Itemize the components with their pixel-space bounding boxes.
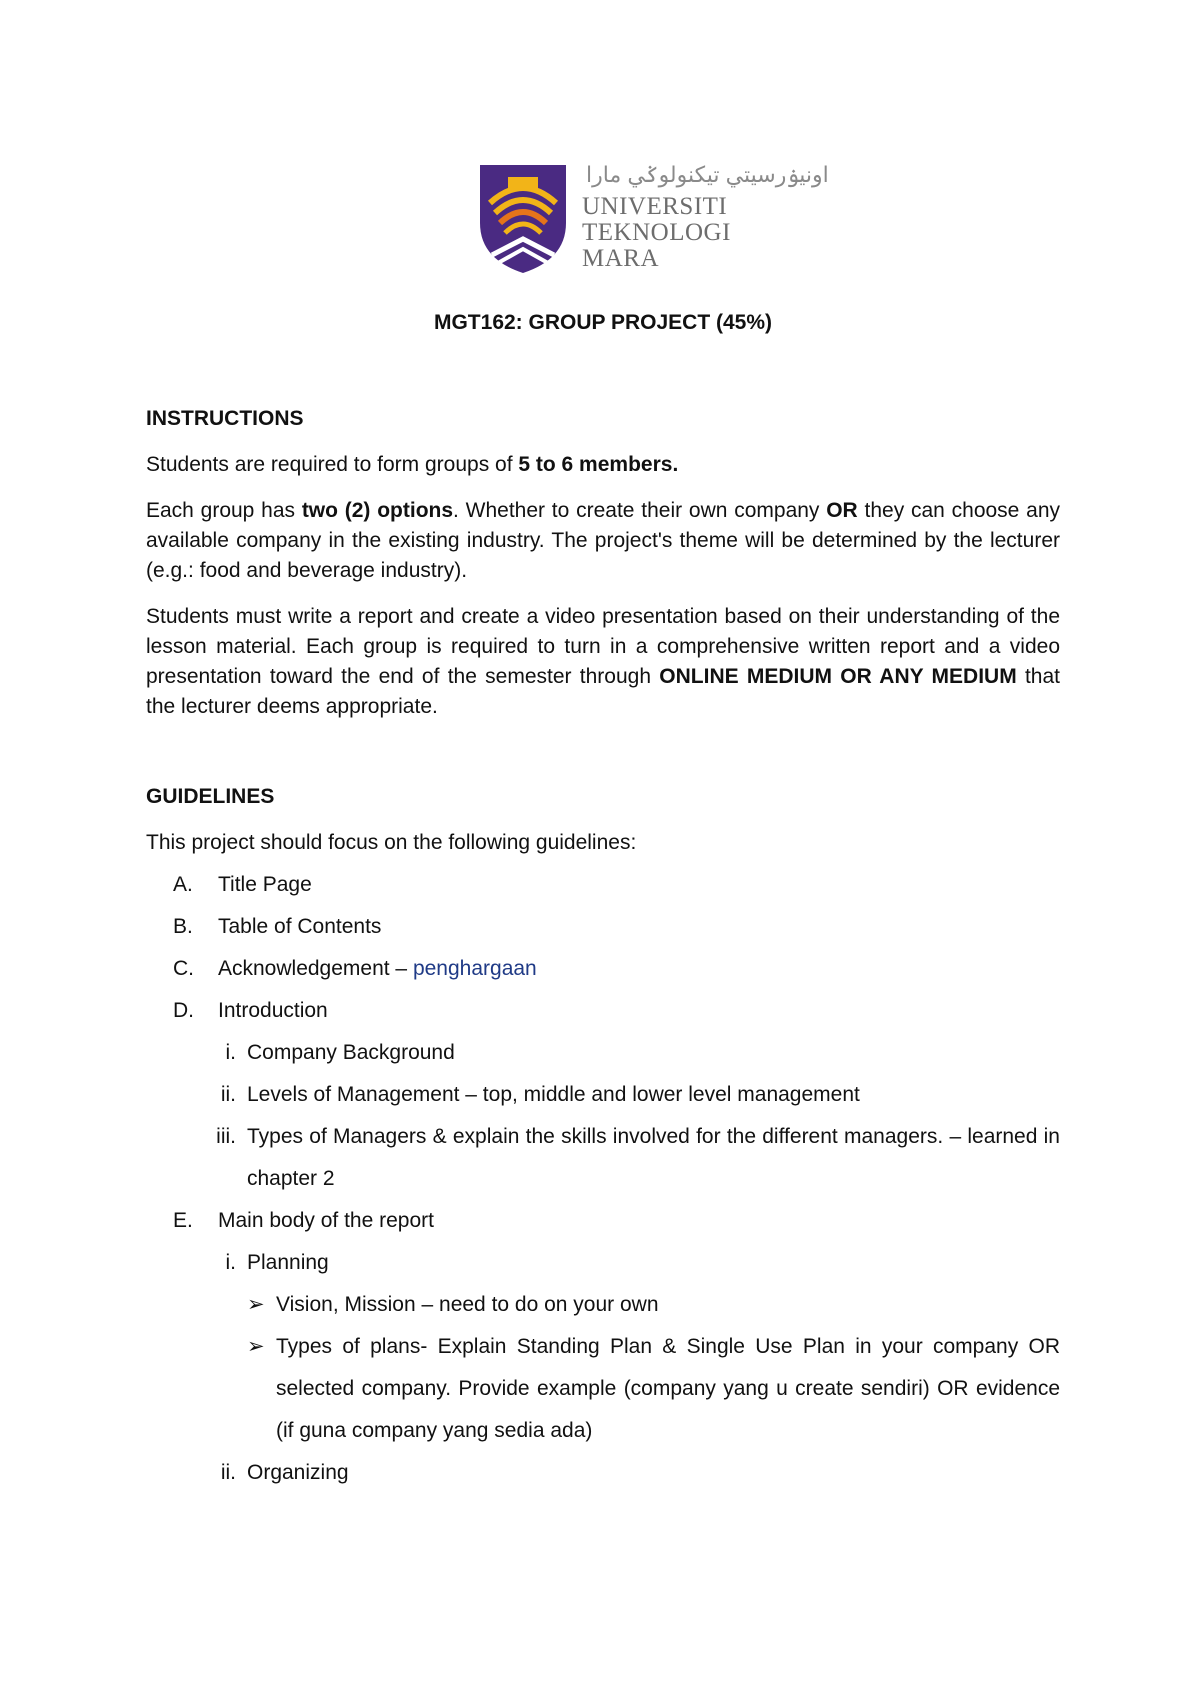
bullet-item: ➢ Vision, Mission – need to do on your own [146, 1284, 1060, 1326]
arrow-bullet-icon: ➢ [247, 1335, 265, 1358]
logo-universiti: UNIVERSITI [582, 193, 728, 220]
logo-jawi-text: اونيۏرسيتي تيكنولوݢي مارا [586, 162, 829, 187]
list-item: ii. Organizing [220, 1461, 349, 1484]
penghargaan-link[interactable]: penghargaan [412, 957, 537, 980]
list-item: i. Planning [225, 1251, 329, 1274]
list-item: iii. Types of Managers & explain the skills involved for the different managers. – learned in chapter 2 [216, 1125, 1060, 1190]
document-body [146, 300, 1060, 1494]
instructions-paragraph-2: Each group has two (2) options. Whether to create their own company OR they can choose any available company in the existing industry. The project's theme will be determined by the lecturer (e.g.: food and beverage industry). [146, 499, 1060, 582]
document-title: MGT162: GROUP PROJECT (45%) [433, 311, 773, 334]
uitm-shield-icon [478, 163, 568, 275]
list-item: A. Title Page [173, 873, 312, 896]
list-item: C. Acknowledgement – penghargaan [173, 957, 537, 980]
list-item: E. Main body of the report [173, 1209, 434, 1232]
list-item: ii. Levels of Management – top, middle and lower level management [220, 1083, 860, 1106]
logo-mara: MARA [582, 245, 660, 272]
list-item: D. Introduction [173, 999, 328, 1022]
logo-teknologi: TEKNOLOGI [582, 219, 731, 246]
instructions-paragraph-3: Students must write a report and create a video presentation based on their understanding of the lesson material. Each group is required to turn in a comprehensive written report and a video presentation toward the end of the semester through ONLINE MEDIUM OR ANY MEDIUM that the lecturer deems appropriate. [146, 605, 1060, 718]
instructions-heading: INSTRUCTIONS [146, 407, 304, 430]
list-item: B. Table of Contents [173, 915, 382, 938]
uitm-logo [478, 160, 829, 280]
bullet-item: ➢ Types of plans- Explain Standing Plan & Single Use Plan in your company OR selected company. Provide example (company yang u create sendiri) OR evidence (if guna company yang sedia ada) [146, 1326, 1060, 1452]
arrow-bullet-icon: ➢ [247, 1293, 265, 1316]
instructions-paragraph-1: Students are required to form groups of 5 to 6 members. [146, 453, 679, 476]
guidelines-intro: This project should focus on the following guidelines: [146, 831, 637, 854]
list-item: i. Company Background [225, 1041, 455, 1064]
guidelines-heading: GUIDELINES [146, 785, 275, 808]
